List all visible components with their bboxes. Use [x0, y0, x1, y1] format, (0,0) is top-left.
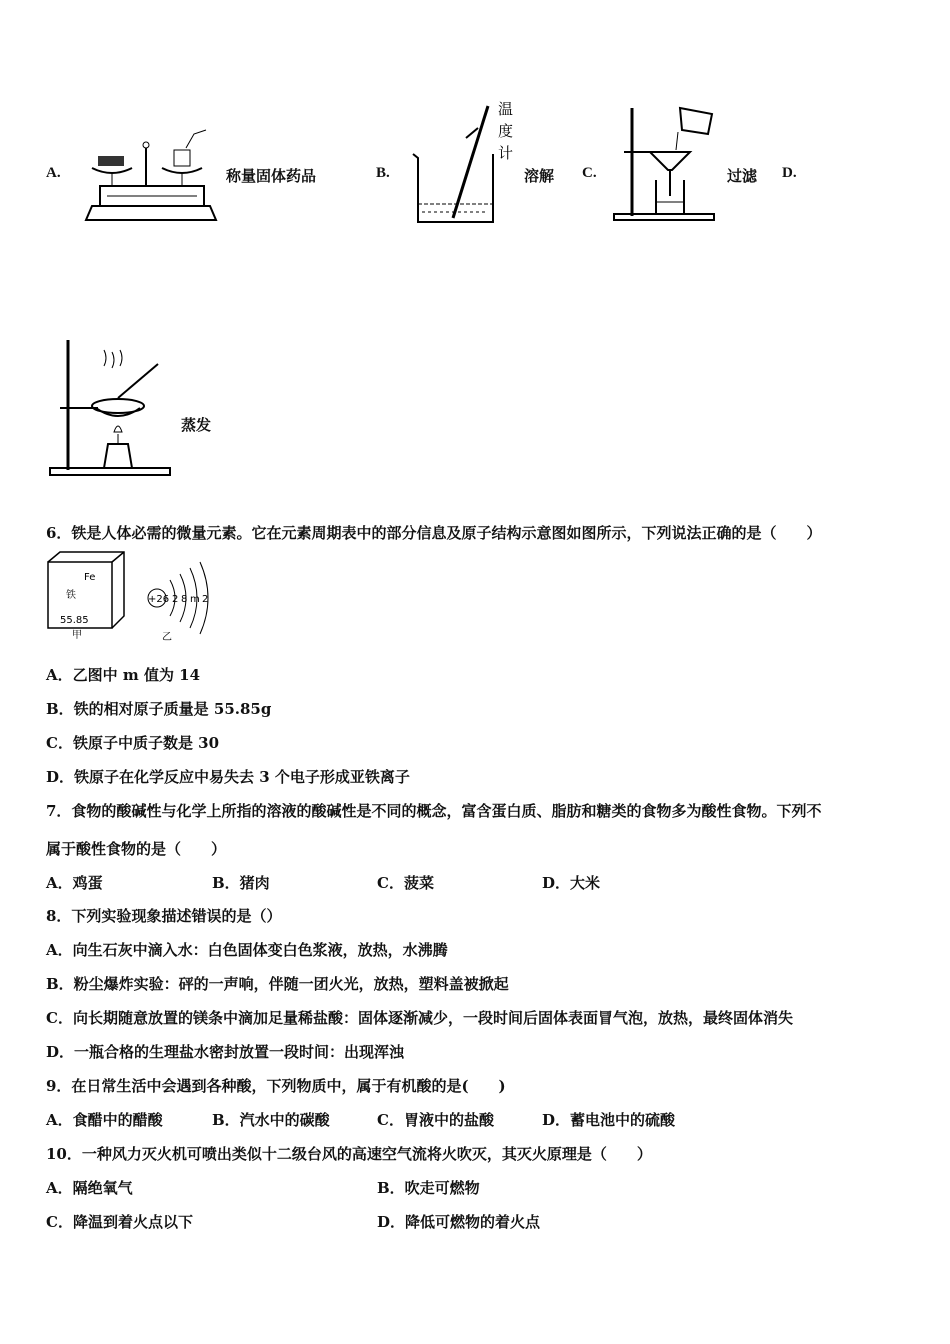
label-yi: 乙 — [162, 632, 172, 643]
q8-option-b: B．粉尘爆炸实验：砰的一声响，伴随一团火光，放热，塑料盖被掀起 — [46, 975, 509, 993]
label-jia: 甲 — [72, 630, 82, 641]
nucleus-charge: +26 — [148, 594, 170, 605]
option-d-caption: 蒸发 — [181, 416, 212, 434]
balance-figure — [82, 128, 222, 223]
q6-option-b: B．铁的相对原子质量是 55.85g — [46, 700, 272, 718]
element-mass: 55.85 — [60, 615, 89, 626]
thermometer-label: 温 — [498, 100, 514, 118]
shell-4: 2 — [202, 594, 209, 605]
option-d-letter: D. — [782, 165, 797, 181]
q7-option-d: D．大米 — [542, 874, 601, 892]
q10-option-d: D．降低可燃物的着火点 — [377, 1213, 541, 1231]
shell-3: m — [190, 594, 200, 605]
q9-option-d: D．蓄电池中的硫酸 — [542, 1111, 676, 1129]
q9-option-c: C．胃液中的盐酸 — [377, 1111, 494, 1129]
q8-stem: 8．下列实验现象描述错误的是（） — [46, 907, 282, 925]
filtration-figure — [612, 104, 722, 224]
option-b-letter: B. — [376, 165, 390, 181]
option-c-letter: C. — [582, 165, 597, 181]
q9-option-a: A．食醋中的醋酸 — [46, 1111, 163, 1129]
q10-option-b: B．吹走可燃物 — [377, 1179, 480, 1197]
option-b-caption: 溶解 — [524, 167, 555, 185]
evaporation-figure — [48, 336, 173, 481]
q8-option-d: D．一瓶合格的生理盐水密封放置一段时间：出现浑浊 — [46, 1043, 405, 1061]
q7-option-a: A．鸡蛋 — [46, 874, 103, 892]
shell-1: 2 — [172, 594, 179, 605]
q7-stem-line1: 7．食物的酸碱性与化学上所指的溶液的酸碱性是不同的概念，富含蛋白质、脂肪和糖类的食物多为酸性食物。下列不 — [46, 802, 822, 820]
iron-element-figure — [44, 550, 224, 642]
shell-2: 8 — [181, 594, 188, 605]
q6-option-a: A．乙图中 m 值为 14 — [46, 666, 201, 684]
q6-option-c: C．铁原子中质子数是 30 — [46, 734, 220, 752]
q8-option-a: A．向生石灰中滴入水：白色固体变白色浆液，放热，水沸腾 — [46, 941, 448, 959]
q10-option-c: C．降温到着火点以下 — [46, 1213, 193, 1231]
q8-option-c: C．向长期随意放置的镁条中滴加足量稀盐酸：固体逐渐减少，一段时间后固体表面冒气泡，放热，最终固体消失 — [46, 1009, 793, 1027]
q9-stem: 9．在日常生活中会遇到各种酸，下列物质中，属于有机酸的是( ) — [46, 1077, 506, 1095]
option-a-caption: 称量固体药品 — [226, 167, 317, 185]
q9-option-b: B．汽水中的碳酸 — [212, 1111, 330, 1129]
q7-option-c: C．菠菜 — [377, 874, 434, 892]
q6-option-d: D．铁原子在化学反应中易失去 3 个电子形成亚铁离子 — [46, 768, 410, 786]
q6-stem: 6．铁是人体必需的微量元素。它在元素周期表中的部分信息及原子结构示意图如图所示，下列说法正确的是（ ） — [46, 524, 822, 542]
q10-option-a: A．隔绝氧气 — [46, 1179, 133, 1197]
option-a-letter: A. — [46, 165, 61, 181]
q7-option-b: B．猪肉 — [212, 874, 270, 892]
beaker-thermometer-figure — [408, 96, 523, 226]
svg-text:度: 度 — [498, 122, 514, 140]
element-symbol: Fe — [84, 572, 96, 583]
option-c-caption: 过滤 — [727, 167, 758, 185]
q10-stem: 10．一种风力灭火机可喷出类似十二级台风的高速空气流将火吹灭，其灭火原理是（ ） — [46, 1145, 652, 1163]
element-name: 铁 — [66, 590, 76, 601]
svg-text:计: 计 — [498, 144, 514, 162]
q7-stem-line2: 属于酸性食物的是（ ） — [46, 840, 227, 858]
